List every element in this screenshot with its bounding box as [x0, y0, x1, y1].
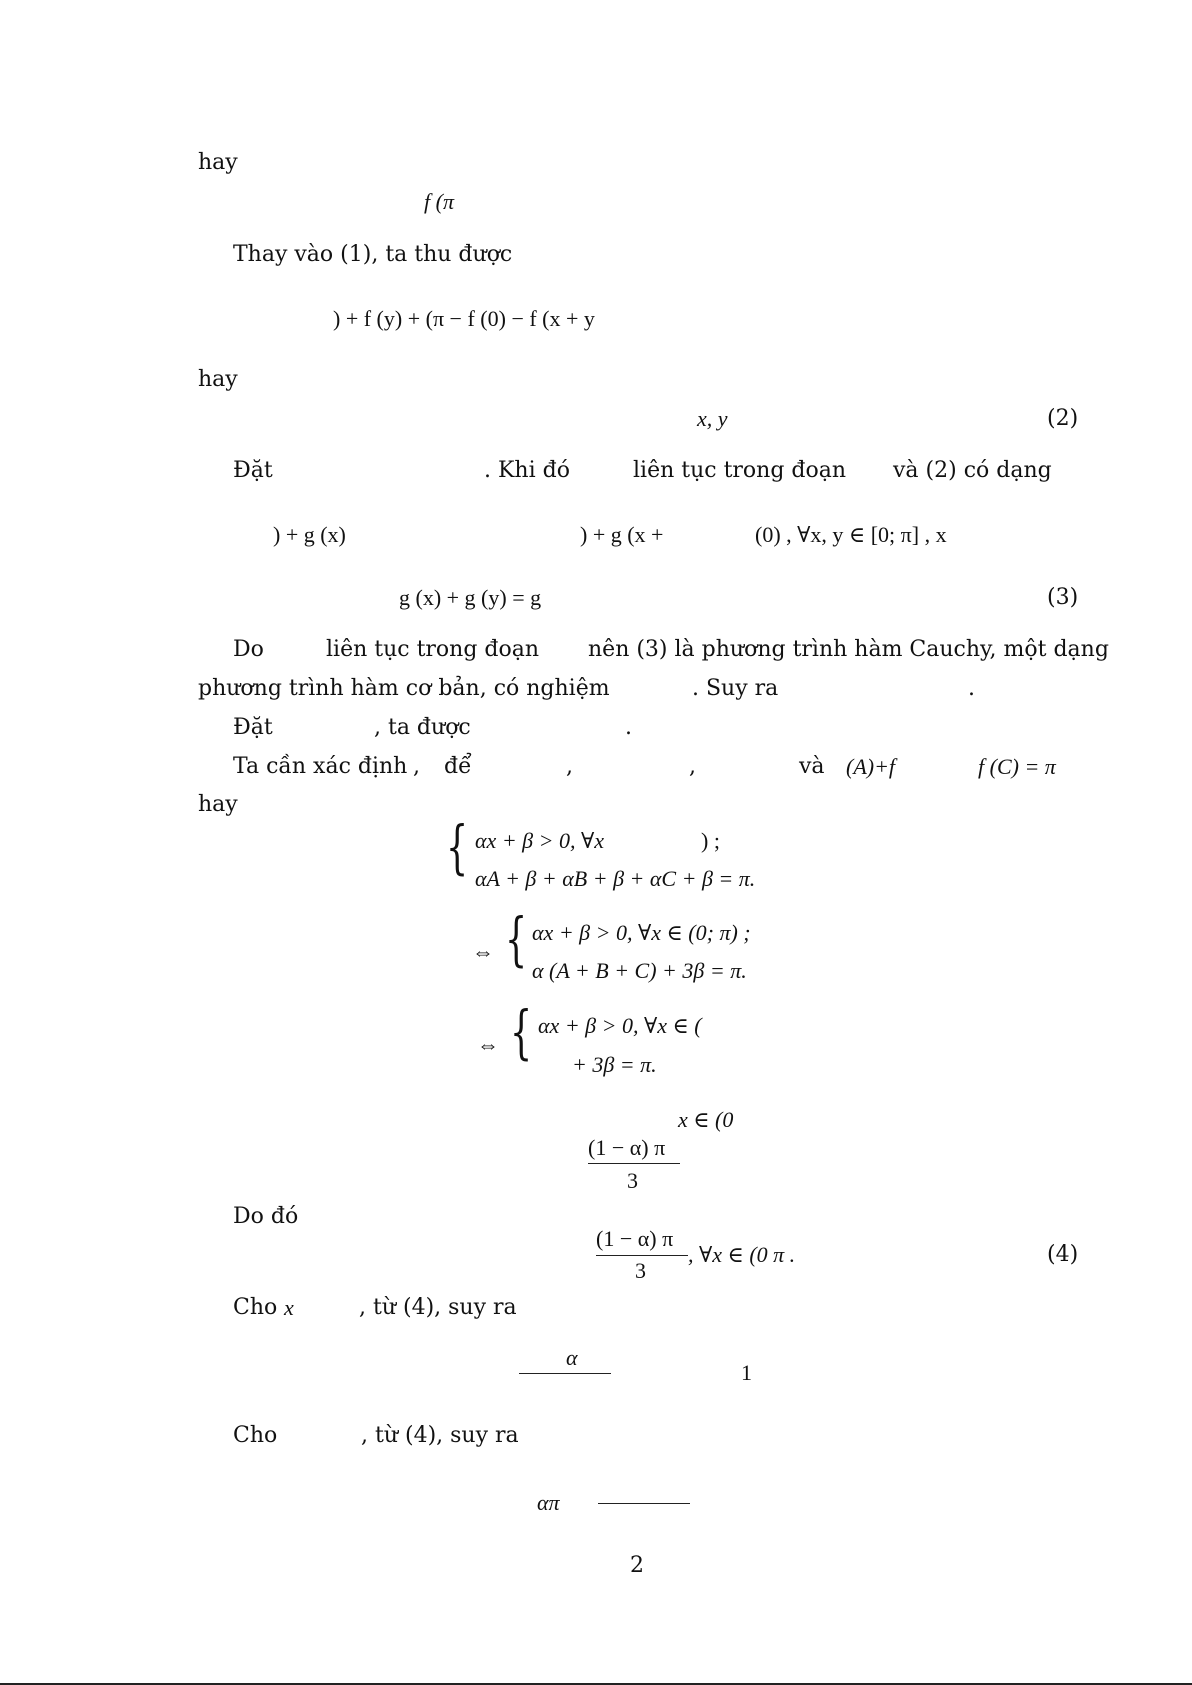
system-brace-3: { [510, 998, 533, 1066]
text-cho-2: Cho [233, 1423, 278, 1448]
text-co-dang: và (2) có dạng [893, 458, 1052, 483]
formula-g-sum-b: ) + g (x + [580, 522, 664, 547]
fraction1-numerator: (1 − α) π [588, 1135, 666, 1160]
text-xac-dinh: Ta cần xác định [233, 754, 408, 779]
formula-f-pi: f (π [424, 189, 454, 214]
system1-line2: αA + β + αB + β + αC + β = π. [475, 866, 756, 891]
fraction1-denominator: 3 [627, 1168, 638, 1193]
text-period-1: . [968, 676, 975, 701]
formula-forall-x: , ∀x ∈ (0 π . [688, 1242, 796, 1267]
text-cho-1: Cho [233, 1295, 278, 1320]
fraction2-denominator: 3 [635, 1258, 646, 1283]
text-hay-1: hay [198, 150, 238, 175]
fraction2-bar [596, 1255, 688, 1256]
text-do-do: Do đó [233, 1204, 299, 1229]
text-comma-3: , [689, 754, 696, 779]
fraction3-numerator: α [566, 1345, 578, 1370]
formula-x-in: x ∈ (0 [678, 1107, 734, 1132]
fraction2-numerator: (1 − α) π [596, 1226, 674, 1251]
text-suy-ra-1: , từ (4), suy ra [359, 1295, 517, 1320]
text-co-nghiem: phương trình hàm cơ bản, có nghiệm [198, 676, 610, 701]
system1-line1a: αx + β > 0, ∀x [475, 828, 605, 853]
text-comma-1: , [413, 754, 420, 779]
fraction4-bar [598, 1503, 690, 1504]
text-ta-duoc: , ta được [374, 715, 471, 740]
fraction3-bar [519, 1373, 611, 1374]
formula-g-sum-a: ) + g (x) [273, 522, 346, 547]
equivalence-1: ⇔ [472, 939, 494, 964]
formula-cauchy: g (x) + g (y) = g [399, 585, 542, 610]
system-brace-2: { [505, 905, 528, 973]
equation-number-2: (2) [1047, 406, 1079, 431]
text-substitute: Thay vào (1), ta thu được [233, 242, 513, 267]
formula-substituted: ) + f (y) + (π − f (0) − f (x + y [333, 306, 595, 331]
text-suy-ra: . Suy ra [692, 676, 779, 701]
text-lien-tuc: liên tục trong đoạn [633, 458, 847, 483]
text-suy-ra-2: , từ (4), suy ra [361, 1423, 519, 1448]
formula-cho-x: x [284, 1295, 294, 1320]
formula-one: 1 [741, 1360, 752, 1385]
text-khi-do: . Khi đó [484, 458, 570, 483]
equation-number-4: (4) [1047, 1242, 1079, 1267]
text-comma-2: , [566, 754, 573, 779]
text-hay-2: hay [198, 367, 238, 392]
formula-fA: (A)+f [846, 754, 896, 779]
system1-line1b: ) ; [701, 828, 720, 853]
system2-line2: α (A + B + C) + 3β = π. [532, 958, 747, 983]
text-do: Do [233, 637, 264, 662]
formula-xy: x, y [697, 406, 728, 431]
text-cauchy-eq: nên (3) là phương trình hàm Cauchy, một dạng [588, 637, 1109, 662]
equation-number-3: (3) [1047, 585, 1079, 610]
formula-fC: f (C) = π [978, 754, 1056, 779]
text-de: để [444, 754, 472, 779]
formula-alpha-pi: απ [537, 1490, 560, 1515]
page-number: 2 [630, 1553, 644, 1578]
system2-line1: αx + β > 0, ∀x ∈ (0; π) ; [532, 920, 751, 945]
text-dat-2: Đặt [233, 715, 273, 740]
system-brace-1: { [446, 813, 469, 881]
system3-line2: + 3β = π. [572, 1052, 657, 1077]
equivalence-2: ⇔ [477, 1032, 499, 1057]
text-hay-3: hay [198, 792, 238, 817]
formula-g-sum-c: (0) , ∀x, y ∈ [0; π] , x [755, 522, 947, 547]
text-dat: Đặt [233, 458, 273, 483]
text-va: và [799, 754, 825, 779]
text-lien-tuc-2: liên tục trong đoạn [326, 637, 540, 662]
system3-line1: αx + β > 0, ∀x ∈ ( [538, 1013, 702, 1038]
text-period-2: . [625, 715, 632, 740]
fraction1-bar [588, 1163, 680, 1164]
